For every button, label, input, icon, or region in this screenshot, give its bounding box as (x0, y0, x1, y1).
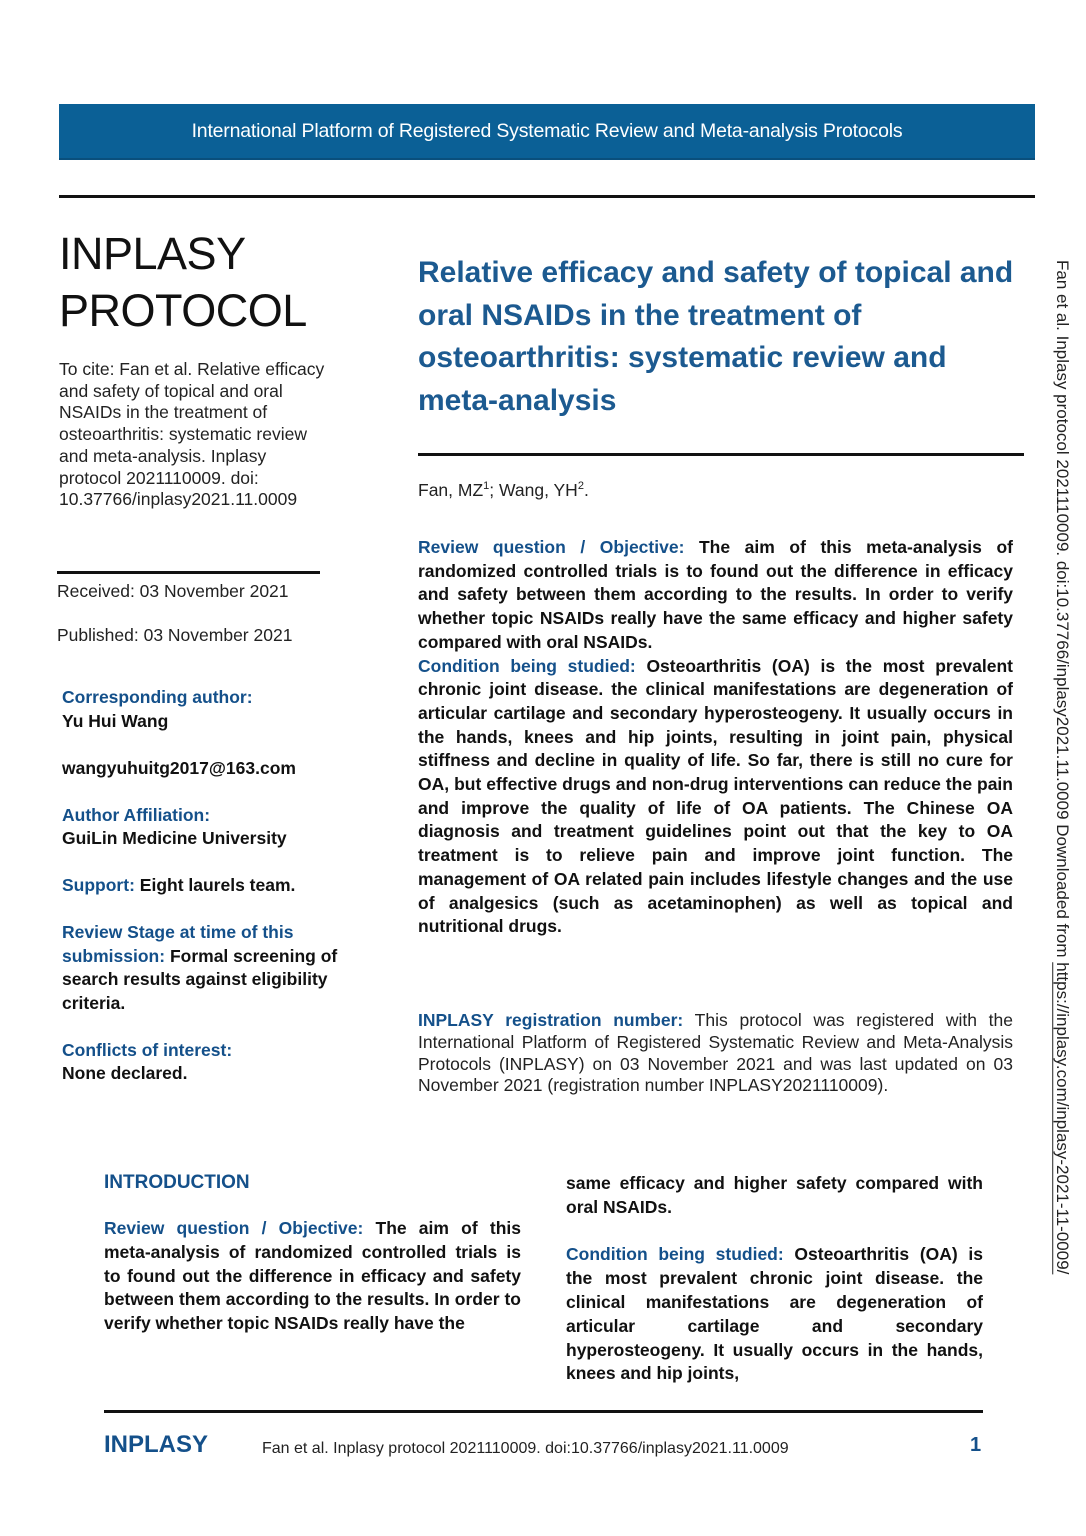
footer-divider (104, 1410, 983, 1413)
protocol-sidebar (59, 225, 379, 511)
author-affiliation: Author Affiliation: GuiLin Medicine University (62, 804, 287, 848)
download-link[interactable]: https://inplasy.com/inplasy-2021-11-0009/ (1053, 962, 1072, 1275)
abstract-condition: Condition being studied: Osteoarthritis (OA) is the most prevalent chronic joint disease. the clinical manifestations are degeneration of articular cartilage and secondary hyperosteogeny. It usually occurs in the hands, knees and hip joints, resulting in joint pain, physical stiffness and decline in quality of life. So far, there is still no cure for OA, but effective drugs and non-drug interventions can reduce the pain and improve the quality of life of OA patients. The Chinese OA diagnosis and treatment guidelines point out that the key to OA treatment is to relieve pain and improve joint function. The management of OA related pain includes lifestyle changes and the use of analgesics (such as acetaminophen) as well as topical and nutritional drugs. (418, 655, 1013, 937)
received-date: Received: 03 November 2021 (57, 581, 289, 601)
abstract (418, 536, 1013, 939)
sidebar-divider (57, 571, 320, 574)
registration-info: INPLASY registration number: This protocol was registered with the International Platform of Registered Systematic Review and Meta-Analysis Protocols (INPLASY) on 03 November 2021 and was last updated on 03 November 2021 (registration number INPLASY2021110009). (418, 1010, 1013, 1096)
introduction-heading: INTRODUCTION (104, 1172, 250, 1193)
author-email[interactable]: wangyuhuitg2017@163.com (62, 757, 296, 778)
review-stage: Review Stage at time of this submission: Formal screening of search results against eligibility criteria. (62, 922, 338, 1013)
introduction-column-2 (566, 1172, 983, 1386)
intro-condition: Condition being studied: Osteoarthritis (OA) is the most prevalent chronic joint disease. the clinical manifestations are degeneration of articular cartilage and secondary hyperosteogeny. It usually occurs in the hands, knees and hip joints, (566, 1244, 983, 1384)
abstract-objective: Review question / Objective: The aim of this meta-analysis of randomized controlled trials is to found out the difference in efficacy and safety between them according to the results. In order to verify whether topic NSAIDs really have the same efficacy and higher safety compared with oral NSAIDs. (418, 537, 1013, 652)
citation-text: To cite: Fan et al. Relative efficacy and safety of topical and oral NSAIDs in the treatment of osteoarthritis: systematic review and meta-analysis. Inplasy protocol 2021110009. doi: 10.37766/inplasy2021.11.0009 (59, 359, 325, 510)
corresponding-author: Corresponding author: Yu Hui Wang (62, 687, 253, 731)
support: Support: Eight laurels team. (62, 875, 296, 895)
download-watermark: Fan et al. Inplasy protocol 2021110009. doi:10.37766/inplasy2021.11.0009 Downloaded from https://inplasy.com/inplasy-2021-11-0009/ (1053, 260, 1072, 1275)
introduction-column-1 (104, 1217, 521, 1336)
banner-text: International Platform of Registered Systematic Review and Meta-analysis Protocols (191, 119, 903, 142)
page-number: 1 (970, 1434, 982, 1456)
footer-citation: Fan et al. Inplasy protocol 2021110009. doi:10.37766/inplasy2021.11.0009 (262, 1440, 789, 1457)
author-metadata (62, 686, 362, 1109)
intro-objective: Review question / Objective: The aim of this meta-analysis of randomized controlled trials is to found out the difference in efficacy and safety between them according to the results. In order to verify whether topic NSAIDs really have the (104, 1218, 521, 1334)
top-divider (59, 195, 1035, 198)
intro-objective-continued: same efficacy and higher safety compared with oral NSAIDs. (566, 1173, 983, 1217)
protocol-heading: INPLASY PROTOCOL (59, 228, 307, 336)
title-divider (418, 453, 1024, 456)
paper-title: Relative efficacy and safety of topical and oral NSAIDs in the treatment of osteoarthritis: systematic review and meta-analysis (418, 256, 1014, 417)
platform-banner (59, 104, 1035, 160)
footer-brand: INPLASY (104, 1431, 209, 1458)
published-date: Published: 03 November 2021 (57, 625, 293, 645)
conflicts-of-interest: Conflicts of interest: None declared. (62, 1039, 233, 1083)
author-list: Fan, $MZ^1$; Wang, $YH^2$. (418, 480, 589, 500)
